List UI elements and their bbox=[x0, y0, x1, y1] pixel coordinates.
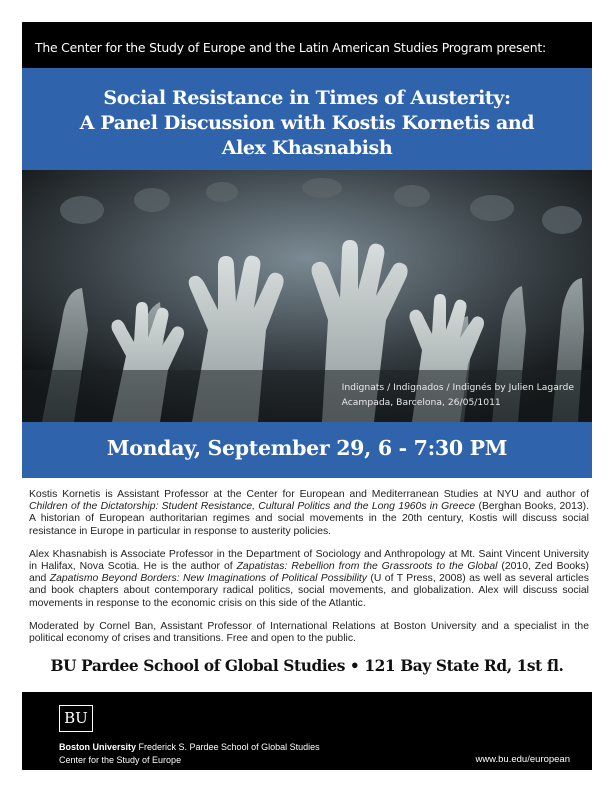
protest-photo bbox=[22, 170, 592, 422]
footer-url[interactable]: www.bu.edu/european bbox=[475, 754, 570, 765]
title-box bbox=[22, 68, 592, 170]
event-date: Monday, September 29, 6 - 7:30 PM bbox=[106, 436, 508, 460]
footer-bar bbox=[22, 692, 592, 770]
venue-line: BU Pardee School of Global Studies • 121 Bay State Rd, 1st fl. bbox=[50, 657, 564, 675]
presenters-intro: The Center for the Study of Europe and the Latin American Studies Program present: bbox=[35, 40, 546, 55]
photo-caption bbox=[342, 380, 574, 410]
title-line-2: A Panel Discussion with Kostis Kornetis and bbox=[79, 112, 535, 134]
footer-school: Frederick S. Pardee School of Global Studies bbox=[136, 742, 320, 752]
moderator-note: Moderated by Cornel Ban, Assistant Professor of International Relations at Boston University and a specialist in the political economy of crises and transitions. Free and open to the public. bbox=[29, 620, 589, 645]
khasnabish-bio-text-3: (U of T Press, 2008) as well as several articles and book chapters about contemporary radical politics, social movements, and globalization. Alex will discuss social movements in response to the economic crisis on this side of the Atlantic. bbox=[29, 573, 589, 609]
khasnabish-book-title-2: Zapatismo Beyond Borders: New Imaginations of Political Possibility bbox=[49, 573, 368, 585]
kornetis-bio-text-2: (Berghan Books, 2013). A historian of European authoritarian regimes and social movements in the 20th century, Kostis will discuss social resistance in Europe in particular in response to austerity policies. bbox=[29, 501, 589, 537]
khasnabish-bio bbox=[29, 549, 589, 610]
title-line-3: Alex Khasnabish bbox=[221, 137, 393, 159]
caption-line-2: Acampada, Barcelona, 26/05/1011 bbox=[341, 397, 501, 408]
khasnabish-bio-text-1: Alex Khasnabish is Associate Professor in the Department of Sociology and Anthropology at Mt. Saint Vincent University in Halifax, Nova Scotia. He is the author of bbox=[29, 548, 589, 573]
khasnabish-book-title-1: Zapatistas: Rebellion from the Grassroots to the Global bbox=[236, 561, 498, 573]
kornetis-book-title: Children of the Dictatorship: Student Resistance, Cultural Politics and the Long 1960s in Greece bbox=[29, 501, 476, 513]
footer-center: Center for the Study of Europe bbox=[59, 755, 182, 765]
event-description bbox=[29, 489, 589, 656]
bu-logo: BU bbox=[59, 705, 93, 732]
title-line-1: Social Resistance in Times of Austerity: bbox=[103, 87, 511, 109]
khasnabish-bio-text-2: (2010, Zed Books) and bbox=[29, 561, 589, 585]
kornetis-bio-text-1: Kostis Kornetis is Assistant Professor at the Center for European and Mediterranean Studies at NYU and author of bbox=[29, 489, 589, 500]
footer-university: Boston University bbox=[59, 742, 137, 752]
date-box bbox=[22, 422, 592, 478]
kornetis-bio bbox=[29, 489, 589, 538]
header-bar bbox=[22, 22, 592, 68]
caption-line-1: Indignats / Indignados / Indignés by Julien Lagarde bbox=[341, 382, 574, 393]
event-title bbox=[22, 86, 592, 161]
footer-school-line bbox=[59, 742, 320, 752]
